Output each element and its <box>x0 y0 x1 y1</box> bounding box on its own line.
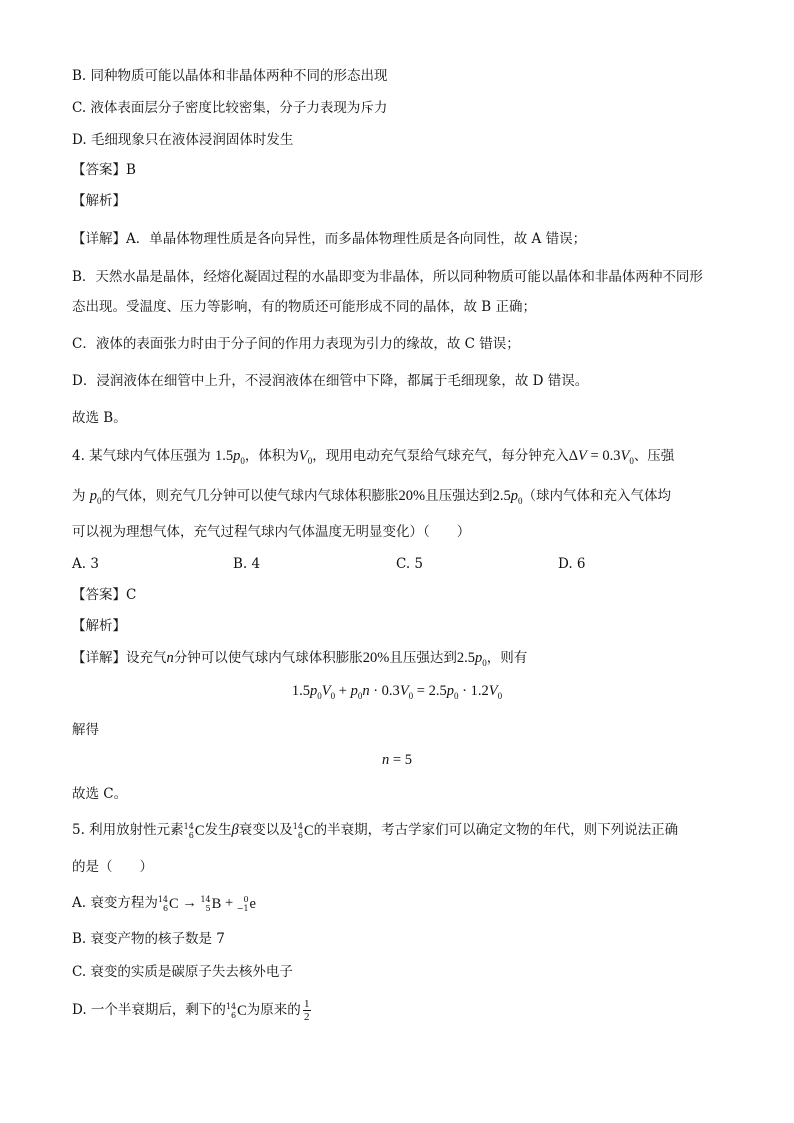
p0-symbol: $p_0$ <box>89 488 102 506</box>
q4-solve-label: 解得 <box>72 722 99 738</box>
q4-conclusion: 故选 C。 <box>72 786 128 802</box>
q5-stem-line2: 的是（ ） <box>72 859 153 875</box>
q4-equation: $1.5p_0V_0 + p_0n \cdot 0.3V_0 = 2.5p_0 \cdot 1.2V_0$ <box>291 683 503 701</box>
carbon-14-symbol: 14 6 C <box>225 1001 247 1020</box>
answer-label: 【答案】 <box>72 587 126 603</box>
answer-value: C <box>126 587 137 603</box>
q5-option-a: A. 衰变方程为 14 6 C → 14 5 B + 0 −1 e <box>72 894 256 913</box>
q4-stem-line2: 为 $p_0$的气体，则充气几分钟可以使气球内气球体积膨胀20%且压强达到$2.5p_0$（球内气体和充入气体均 <box>72 488 672 506</box>
boron-14-symbol: 14 5 B <box>200 894 222 913</box>
q4-option-a: A. 3 <box>72 556 99 572</box>
q4-answer <box>72 585 136 605</box>
beta-symbol: β <box>231 822 239 838</box>
percent-value: 20% <box>398 488 426 504</box>
detail-label: 【详解】 <box>72 231 126 247</box>
carbon-14-symbol: 14 6 C <box>292 821 314 840</box>
q4-stem-line1: 4. 某气球内气体压强为 $1.5p_0$，体积为$V_0$，现用电动充气泵给气球充气，每分钟充入$\Delta V = 0.3V_0$、压强 <box>72 448 675 466</box>
q4-option-d: D. 6 <box>558 556 586 572</box>
electron-symbol: 0 −1 e <box>236 894 256 913</box>
q5-option-b: B. 衰变产物的核子数是 7 <box>72 931 225 947</box>
q3-detail-b-line1: B．天然水晶是晶体，经熔化凝固过程的水晶即变为非晶体，所以同种物质可能以晶体和非晶体两种不同形 <box>72 269 703 285</box>
target-pressure: $2.5p_0$ <box>492 488 523 506</box>
q3-conclusion: 故选 B。 <box>72 410 127 426</box>
answer-label: 【答案】 <box>72 162 126 178</box>
q3-detail-c: C．液体的表面张力时由于分子间的作用力表现为引力的缘故，故 C 错误； <box>72 336 520 352</box>
carbon-14-symbol: 14 6 C <box>157 894 179 913</box>
q3-analysis-label: 【解析】 <box>72 193 126 209</box>
q3-detail-a: 【详解】A．单晶体物理性质是各向异性，而多晶体物理性质是各向同性，故 A 错误； <box>72 231 587 247</box>
q4-result: n = 5 <box>382 752 412 768</box>
q3-option-c: C. 液体表面层分子密度比较密集，分子力表现为斥力 <box>72 100 388 116</box>
q3-answer <box>72 160 136 180</box>
delta-v-formula: $\Delta V = 0.3V_0$ <box>568 448 634 466</box>
q5-option-c: C. 衰变的实质是碳原子失去核外电子 <box>72 964 293 980</box>
q4-option-c: C. 5 <box>396 556 424 572</box>
q4-option-b: B. 4 <box>233 556 261 572</box>
detail-label: 【详解】 <box>72 650 126 666</box>
q4-stem-line3: 可以视为理想气体，充气过程气球内气体温度无明显变化）（ ） <box>72 524 471 540</box>
pressure-formula: $1.5p_0$ <box>214 448 245 466</box>
q5-option-d: D. 一个半衰期后，剩下的 14 6 C 为原来的 $\frac{1}{2}$ <box>72 998 310 1023</box>
q3-option-d: D. 毛细现象只在液体浸润固体时发生 <box>72 132 294 148</box>
q4-detail: 【详解】设充气n分钟可以使气球内气球体积膨胀20%且压强达到$2.5p_0$，则有 <box>72 650 528 668</box>
answer-value: B <box>126 162 136 178</box>
q4-options <box>72 554 722 574</box>
q3-detail-d: D．浸润液体在细管中上升，不浸润液体在细管中下降，都属于毛细现象，故 D 错误。 <box>72 373 589 389</box>
q4-analysis-label: 【解析】 <box>72 618 126 634</box>
carbon-14-symbol: 14 6 C <box>183 821 205 840</box>
n-symbol: n <box>166 650 174 666</box>
one-half-fraction: $\frac{1}{2}$ <box>304 998 310 1023</box>
q3-option-b: B. 同种物质可能以晶体和非晶体两种不同的形态出现 <box>72 68 388 84</box>
q3-detail-b-line2: 态出现。受温度、压力等影响，有的物质还可能形成不同的晶体，故 B 正确； <box>72 299 537 315</box>
q5-stem-line1: 5. 利用放射性元素 14 6 C 发生β衰变以及 14 6 C 的半衰期，考古学家们可以确定文物的年代，则下列说法正确 <box>72 821 679 840</box>
volume-symbol: $V_0$ <box>298 448 313 466</box>
